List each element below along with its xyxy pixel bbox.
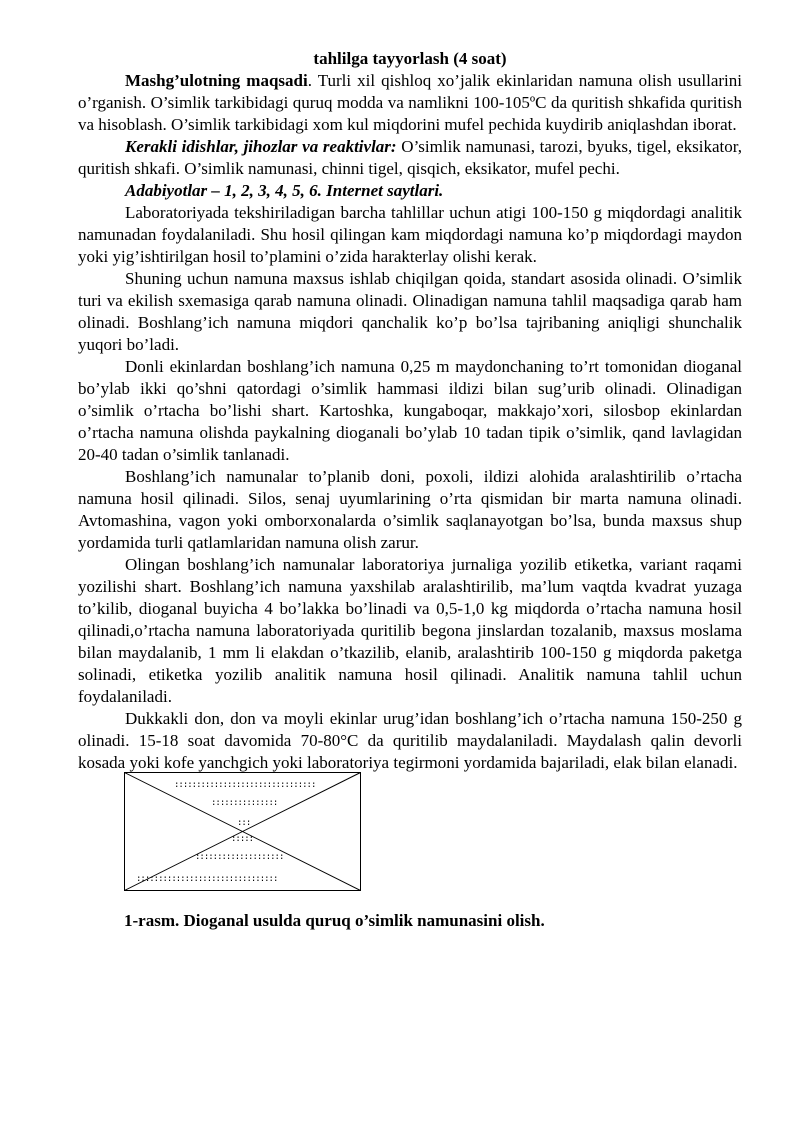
body-paragraph: Olingan boshlang’ich namunalar laboratoriya jurnaliga yozilib etiketka, variant raqami yozilishi shart. Boshlang’ich namuna yaxshilab aralashtirilib, ma’lum vaqtda kvadrat yuzaga to’kilib, dioganal buyicha 4 bo’lakka bo’linadi va 0,5-1,0 kg miqdorda o’rtacha namuna hosil qilinadi,o’rtacha namuna laboratoriyada quritilib begona jinslardan tozalanib, maxsus moslama bilan maydalanib, 1 mm li elakdan o’tkazilib, elanib, aralashtirib 100-150 g miqdorda paketga solinadi, etiketka yozilib analitik namuna hosil qilinadi. Analitik namuna tahlil uchun foydalaniladi. bbox=[78, 555, 742, 706]
document-page bbox=[78, 48, 742, 932]
body-paragraph: Shuning uchun namuna maxsus ishlab chiqilgan qoida, standart asosida olinadi. O’simlik turi va ekilish sxemasiga qarab namuna olinadi. Olinadigan namuna tahlil maqsadiga qarab ham olinadi. Boshlang’ich namuna miqdori qanchalik ko’p bo’lsa tajribaning aniqligi shunchalik yuqori bo’ladi. bbox=[78, 269, 742, 354]
purpose-label: Mashg’ulotning maqsadi bbox=[125, 71, 308, 90]
section-title: tahlilga tayyorlash (4 soat) bbox=[313, 49, 507, 68]
sample-dots-row: ::: bbox=[237, 818, 251, 828]
purpose-text: . Turli xil qishloq xo’jalik ekinlaridan namuna olish usullarini o’rganish. O’simlik tarkibidagi quruq modda va namlikni 100-105ºC da quritish shkafida quritish va hisoblash. O’simlik tarkibidagi xom kul miqdorini mufel pechida kuydirib aniqlashdan iborat. bbox=[78, 71, 742, 134]
sample-dots-row: ::::::::::::::: bbox=[211, 798, 278, 808]
body-paragraph: Boshlang’ich namunalar to’planib doni, poxoli, ildizi alohida aralashtirilib o’rtacha namuna hosil qilinadi. Silos, senaj uyumlarining o’rta qismidan bir marta namuna olinadi. Avtomashina, vagon yoki omborxonalarda o’simlik saqlanayotgan bo’lsa, bunda maxsus shup yordamida turli qatlamlaridan namuna olish zarur. bbox=[78, 467, 742, 552]
body-paragraph: Laboratoriyada tekshiriladigan barcha tahlillar uchun atigi 100-150 g miqdordagi analitik namunadan foydalaniladi. Shu hosil qilingan kam miqdordagi namuna ko’p miqdordagi maydon yoki yig’ishtirilgan hosil to’plamini o’zida harakterlay olishi kerak. bbox=[78, 203, 742, 266]
sample-dots-row: :::::::::::::::::::: bbox=[195, 852, 284, 862]
equipment-paragraph bbox=[78, 136, 742, 180]
diagonal-sampling-figure bbox=[124, 772, 362, 892]
equipment-text: O’simlik namunasi, tarozi, byuks, tigel, eksikator, quritish shkafi. O’simlik namunasi, chinni tigel, qisqich, eksikator, mufel pechi. bbox=[78, 137, 743, 178]
equipment-label: Kerakli idishlar, jihozlar va reaktivlar: bbox=[125, 137, 397, 156]
body-paragraph: Donli ekinlardan boshlang’ich namuna 0,25 m maydonchaning to’rt tomonidan dioganal bo’ylab ikki qo’shni qatordagi o’simlik hammasi ildizi bilan sug’urib olinadi. Olinadigan o’simlik o’rtacha bo’lishi shart. Kartoshka, kungaboqar, makkajo’xori, silosbop ekinlardan o’rtacha namuna olishda paykalning dioganali bo’ylab 10 tadan tipik o’simlik, qand lavlagidan 20-40 tadan o’simlik tanlanadi. bbox=[78, 357, 742, 464]
body-paragraph: Dukkakli don, don va moyli ekinlar urug’idan boshlang’ich o’rtacha namuna 150-250 g olinadi. 15-18 soat davomida 70-80°C da quritilib maydalaniladi. Maydalash qalin devorli kosada yoki kofe yanchgich yoki laboratoriya tegirmoni yordamida bajariladi, elak bilan elanadi. bbox=[78, 709, 742, 772]
sample-dots-row: :::::::::::::::::::::::::::::::: bbox=[174, 780, 316, 790]
literature-line: Adabiyotlar – 1, 2, 3, 4, 5, 6. Internet saytlari. bbox=[125, 181, 444, 200]
sample-dots-row: ::::: bbox=[231, 834, 254, 844]
purpose-paragraph bbox=[78, 70, 742, 136]
sample-dots-row: :::::::::::::::::::::::::::::::: bbox=[136, 874, 278, 884]
figure-caption: 1-rasm. Dioganal usulda quruq o’simlik namunasini olish. bbox=[124, 911, 545, 930]
